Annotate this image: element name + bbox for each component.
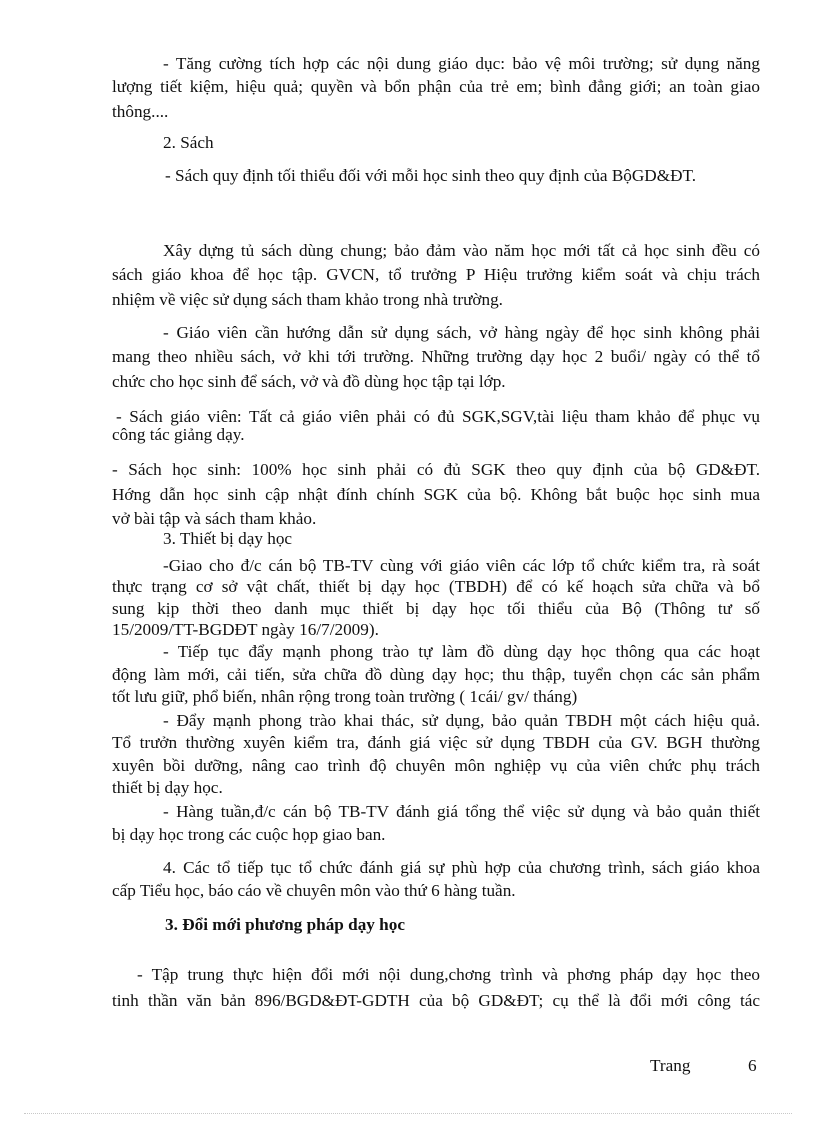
text-line: sung kịp thời theo danh mục thiết bị dạy học tối thiểu của Bộ (Thông tư số [112, 599, 760, 618]
text-line: nhiệm về việc sử dụng sách tham khảo trong nhà trường. [112, 290, 503, 309]
text-line: Hớng dẫn học sinh cập nhật đính chính SGK của bộ. Không bắt buộc học sinh mua [112, 485, 760, 504]
text-line: -Giao cho đ/c cán bộ TB-TV cùng với giáo viên các lớp tổ chức kiểm tra, rà soát [163, 556, 760, 575]
page-bottom-border [24, 1113, 792, 1114]
text-line: thông.... [112, 102, 169, 121]
text-line: động làm mới, cải tiến, sửa chữa đồ dùng dạy học; thu thập, tuyển chọn các sản phẩm [112, 665, 760, 684]
footer-page-label: Trang [650, 1056, 691, 1075]
text-line: vở bài tập và sách tham khảo. [112, 509, 317, 528]
text-line: - Tập trung thực hiện đổi mới nội dung,chơng trình và phơng pháp dạy học theo [137, 965, 760, 984]
text-line: chức cho học sinh để sách, vở và đồ dùng học tập tại lớp. [112, 372, 506, 391]
text-line: mang theo nhiều sách, vở khi tới trường. Những trường dạy học 2 buổi/ ngày có thể tổ [112, 347, 760, 366]
text-line: cấp Tiểu học, báo cáo về chuyên môn vào thứ 6 hàng tuần. [112, 881, 516, 900]
text-line: - Giáo viên cần hướng dẫn sử dụng sách, vở hàng ngày để học sinh không phải [163, 323, 760, 342]
text-line: - Hàng tuần,đ/c cán bộ TB-TV đánh giá tổng thể việc sử dụng và bảo quản thiết [163, 802, 760, 821]
section-heading: 3. Đổi mới phương pháp dạy học [165, 915, 405, 934]
section-heading: 3. Thiết bị dạy học [163, 529, 293, 548]
text-line: tinh thần văn bản 896/BGD&ĐT-GDTH của bộ GD&ĐT; cụ thể là đổi mới công tác [112, 991, 760, 1010]
text-line: công tác giảng dạy. [112, 425, 245, 444]
text-line: - Sách quy định tối thiểu đối với mỗi học sinh theo quy định của BộGD&ĐT. [165, 166, 697, 185]
text-line: - Tiếp tục đẩy mạnh phong trào tự làm đồ dùng dạy học thông qua các hoạt [163, 642, 760, 661]
text-line: lượng tiết kiệm, hiệu quả; quyền và bổn phận của trẻ em; bình đẳng giới; an toàn giao [112, 77, 760, 96]
text-line: Tổ trưởn thường xuyên kiểm tra, đánh giá việc sử dụng TBDH của GV. BGH thường [112, 733, 760, 752]
text-line: - Tăng cường tích hợp các nội dung giáo dục: bảo vệ môi trường; sử dụng năng [163, 54, 760, 73]
text-line: - Sách giáo viên: Tất cả giáo viên phải có đủ SGK,SGV,tài liệu tham khảo để phục vụ [116, 407, 760, 426]
text-line: bị dạy học trong các cuộc họp giao ban. [112, 825, 386, 844]
text-line: - Sách học sinh: 100% học sinh phải có đủ SGK theo quy định của bộ GD&ĐT. [112, 460, 760, 479]
footer-page-number: 6 [748, 1056, 757, 1075]
section-heading: 2. Sách [163, 133, 214, 152]
text-line: sách giáo khoa để học tập. GVCN, tổ trưởng P Hiệu trưởng kiểm soát và chịu trách [112, 265, 760, 284]
text-line: thực trạng cơ sở vật chất, thiết bị dạy học (TBDH) để có kế hoạch sửa chữa và bổ [112, 577, 760, 596]
text-line: 15/2009/TT-BGDĐT ngày 16/7/2009). [112, 620, 379, 639]
text-line: tốt lưu giữ, phổ biến, nhân rộng trong toàn trường ( 1cái/ gv/ tháng) [112, 687, 578, 706]
text-line: thiết bị dạy học. [112, 778, 223, 797]
text-line: 4. Các tổ tiếp tục tổ chức đánh giá sự phù hợp của chương trình, sách giáo khoa [163, 858, 760, 877]
text-line: xuyên bồi dưỡng, nâng cao trình độ chuyên môn nghiệp vụ của viên chức phụ trách [112, 756, 760, 775]
text-line: - Đẩy mạnh phong trào khai thác, sử dụng, bảo quản TBDH một cách hiệu quả. [163, 711, 760, 730]
text-line: Xây dựng tủ sách dùng chung; bảo đảm vào năm học mới tất cả học sinh đều có [163, 241, 760, 260]
